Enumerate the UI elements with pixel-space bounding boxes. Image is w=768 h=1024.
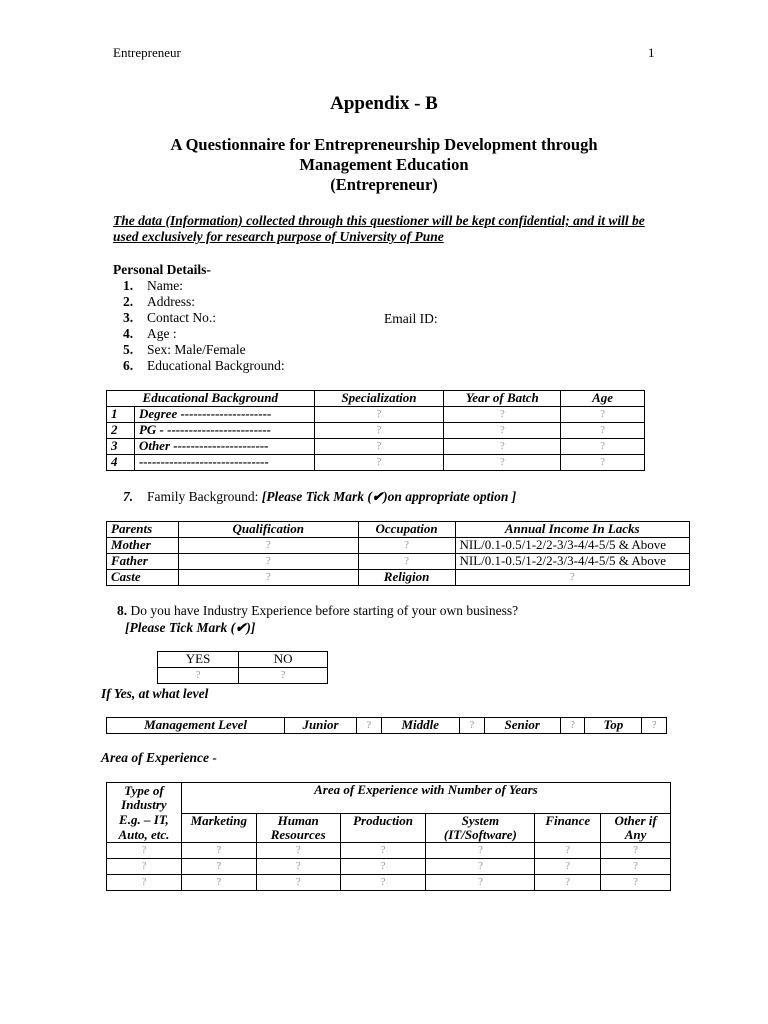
checkbox-cell[interactable]: ? xyxy=(314,455,444,471)
table-row xyxy=(158,652,328,668)
list-item: 4. Age : xyxy=(123,326,177,341)
checkbox-cell[interactable]: ? xyxy=(535,859,601,875)
checkbox-cell[interactable]: ? xyxy=(561,407,645,423)
checkbox-cell[interactable]: ? xyxy=(314,439,444,455)
table-row: 3 Other ---------------------- ? ? ? xyxy=(107,439,645,455)
area-of-experience-heading: Area of Experience - xyxy=(101,750,217,765)
checkbox-cell[interactable]: ? xyxy=(358,538,455,554)
checkbox-cell[interactable]: ? xyxy=(181,843,256,859)
confidentiality-notice: The data (Information) collected through this questioner will be kept confidential; and it will be used exclusively for research purpose of University of Pune xyxy=(113,213,645,245)
checkbox-cell[interactable]: ? xyxy=(426,843,535,859)
checkbox-cell[interactable]: ? xyxy=(314,407,444,423)
personal-details-list xyxy=(123,278,285,374)
table-row xyxy=(158,668,328,684)
checkbox-cell[interactable]: ? xyxy=(535,843,601,859)
management-level-label: Management Level xyxy=(107,718,285,734)
checkbox-cell[interactable]: ? xyxy=(256,859,340,875)
checkbox-cell[interactable]: ? xyxy=(314,423,444,439)
yes-no-table xyxy=(157,651,328,684)
table-row: Caste ? Religion ? xyxy=(107,570,690,586)
list-item: 6. Educational Background: xyxy=(123,358,285,373)
checkbox-cell[interactable]: ? xyxy=(178,570,358,586)
list-item: 5. Sex: Male/Female xyxy=(123,342,246,357)
table-row: 4 ------------------------------ ? ? ? xyxy=(107,455,645,471)
table-header-row: Parents Qualification Occupation Annual Income In Lacks xyxy=(107,522,690,538)
checkbox-cell[interactable]: ? xyxy=(444,423,561,439)
running-header: Entrepreneur xyxy=(113,45,181,60)
header-educational-background: Educational Background xyxy=(107,391,315,407)
table-row: 1 Degree --------------------- ? ? ? xyxy=(107,407,645,423)
if-yes-label: If Yes, at what level xyxy=(101,686,209,701)
table-row xyxy=(107,859,671,875)
list-item: 1. Name: xyxy=(123,278,183,293)
checkbox-cell[interactable]: ? xyxy=(107,843,182,859)
income-options[interactable]: NIL/0.1-0.5/1-2/2-3/3-4/4-5/5 & Above xyxy=(455,554,689,570)
senior-checkbox[interactable]: ? xyxy=(560,718,585,734)
middle-checkbox[interactable]: ? xyxy=(459,718,484,734)
table-row xyxy=(107,875,671,891)
no-checkbox[interactable]: ? xyxy=(239,668,328,684)
table-header-row: E.g. – IT, Auto, etc. Marketing Human Resources Production System (IT/Software) Finance Other if Any xyxy=(107,813,671,843)
page-number: 1 xyxy=(648,45,655,60)
checkbox-cell[interactable]: ? xyxy=(426,875,535,891)
family-background-question: 7. Family Background: [Please Tick Mark (✔)on appropriate option ] xyxy=(123,489,517,504)
checkbox-cell[interactable]: ? xyxy=(181,859,256,875)
checkbox-cell[interactable]: ? xyxy=(444,439,561,455)
checkbox-cell[interactable]: ? xyxy=(178,554,358,570)
education-table xyxy=(106,390,645,471)
industry-experience-question: 8. Do you have Industry Experience before starting of your own business? xyxy=(117,603,519,618)
table-header-row xyxy=(107,391,645,407)
family-table xyxy=(106,521,690,586)
checkbox-cell[interactable]: ? xyxy=(107,859,182,875)
tick-instruction: [Please Tick Mark (✔)] xyxy=(125,620,256,635)
questionnaire-subtitle xyxy=(100,135,668,194)
table-header-row: Type of Industry Area of Experience with Number of Years xyxy=(107,783,671,814)
checkbox-cell[interactable]: ? xyxy=(444,407,561,423)
subtitle-line-2: Management Education xyxy=(299,154,469,174)
table-row: Mother ? ? NIL/0.1-0.5/1-2/2-3/3-4/4-5/5 & Above xyxy=(107,538,690,554)
list-item: 2. Address: xyxy=(123,294,195,309)
checkbox-cell[interactable]: ? xyxy=(601,875,671,891)
subtitle-line-3: (Entrepreneur) xyxy=(330,174,438,194)
income-options[interactable]: NIL/0.1-0.5/1-2/2-3/3-4/4-5/5 & Above xyxy=(455,538,689,554)
top-checkbox[interactable]: ? xyxy=(642,718,667,734)
checkbox-cell[interactable]: ? xyxy=(340,843,426,859)
no-label: NO xyxy=(239,652,328,668)
experience-table xyxy=(106,782,671,891)
checkbox-cell[interactable]: ? xyxy=(178,538,358,554)
checkbox-cell[interactable]: ? xyxy=(256,843,340,859)
checkbox-cell[interactable]: ? xyxy=(426,859,535,875)
table-row xyxy=(107,843,671,859)
table-row: Father ? ? NIL/0.1-0.5/1-2/2-3/3-4/4-5/5 & Above xyxy=(107,554,690,570)
checkbox-cell[interactable]: ? xyxy=(340,859,426,875)
junior-checkbox[interactable]: ? xyxy=(356,718,381,734)
checkbox-cell[interactable]: ? xyxy=(535,875,601,891)
checkbox-cell[interactable]: ? xyxy=(340,875,426,891)
checkbox-cell[interactable]: ? xyxy=(455,570,689,586)
list-item: 3. Contact No.: xyxy=(123,310,216,325)
checkbox-cell[interactable]: ? xyxy=(358,554,455,570)
checkbox-cell[interactable]: ? xyxy=(561,439,645,455)
checkbox-cell[interactable]: ? xyxy=(601,843,671,859)
checkbox-cell[interactable]: ? xyxy=(256,875,340,891)
yes-label: YES xyxy=(158,652,239,668)
checkbox-cell[interactable]: ? xyxy=(561,455,645,471)
checkbox-cell[interactable]: ? xyxy=(107,875,182,891)
header-specialization: Specialization xyxy=(314,391,444,407)
checkbox-cell[interactable]: ? xyxy=(181,875,256,891)
tick-instruction: [Please Tick Mark (✔)on appropriate option ] xyxy=(261,489,517,504)
page-title: Appendix - B xyxy=(330,93,438,114)
table-row: Management Level Junior ? Middle ? Senior ? Top ? xyxy=(107,718,667,734)
table-row: 2 PG - ------------------------ ? ? ? xyxy=(107,423,645,439)
personal-details-heading: Personal Details- xyxy=(113,262,211,277)
checkbox-cell[interactable]: ? xyxy=(601,859,671,875)
email-label: Email ID: xyxy=(384,311,438,326)
header-year-of-batch: Year of Batch xyxy=(444,391,561,407)
header-age: Age xyxy=(561,391,645,407)
subtitle-line-1: A Questionnaire for Entrepreneurship Development through xyxy=(170,135,598,154)
checkbox-cell[interactable]: ? xyxy=(561,423,645,439)
checkbox-cell[interactable]: ? xyxy=(444,455,561,471)
yes-checkbox[interactable]: ? xyxy=(158,668,239,684)
management-level-table xyxy=(106,717,667,734)
